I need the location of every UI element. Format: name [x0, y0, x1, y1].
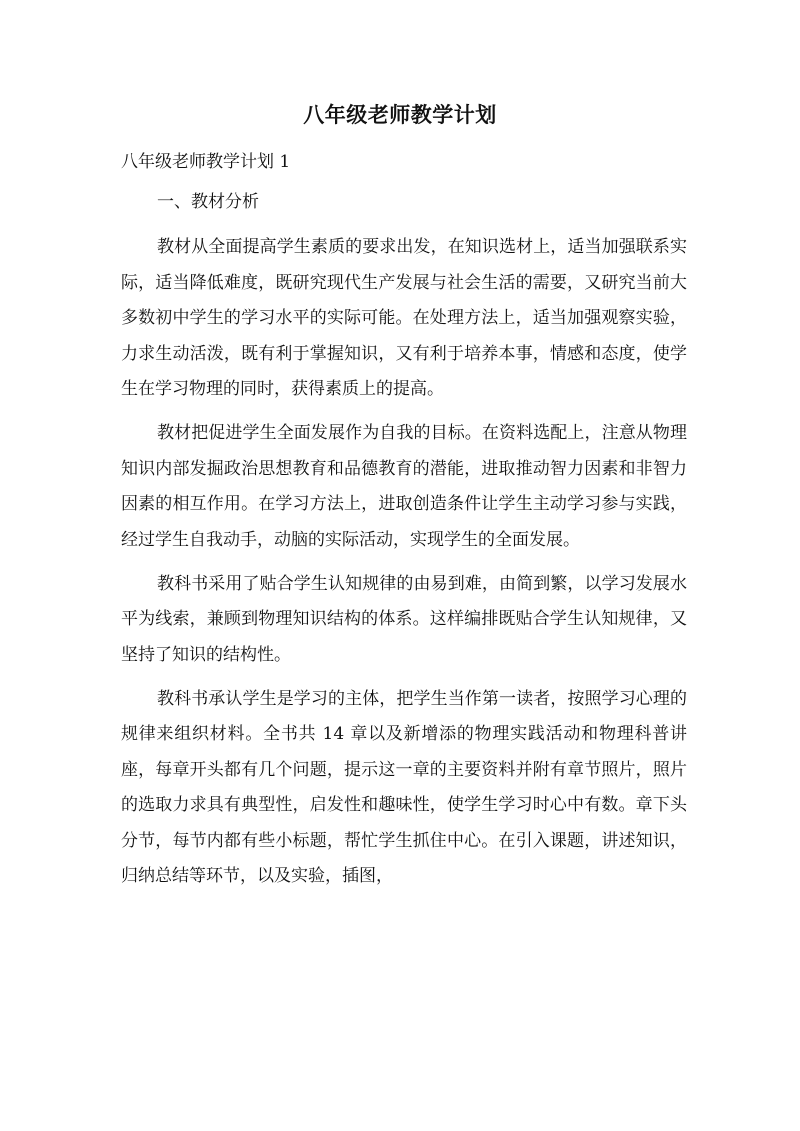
document-title: 八年级老师教学计划 [303, 102, 497, 127]
document-subtitle: 八年级老师教学计划 1 [121, 152, 291, 172]
section-heading: 一、教材分析 [157, 192, 259, 212]
paragraph: 教材把促进学生全面发展作为自我的目标。在资料选配上，注意从物理知识内部发掘政治思想教育和品德教育的潜能，进取推动智力因素和非智力因素的相互作用。在学习方法上，进取创造条件让学生主动学习参与实践，经过学生自我动手，动脑的实际活动，实现学生的全面发展。 [121, 423, 687, 550]
paragraph: 教材从全面提高学生素质的要求出发，在知识选材上，适当加强联系实际，适当降低难度，既研究现代生产发展与社会生活的需要，又研究当前大多数初中学生的学习水平的实际可能。在处理方法上，适当加强观察实验，力求生动活泼，既有利于掌握知识，又有利于培养本事，情感和态度，使学生在学习物理的同时，获得素质上的提高。 [121, 237, 687, 399]
paragraph: 教科书承认学生是学习的主体，把学生当作第一读者，按照学习心理的规律来组织材料。全书共 14 章以及新增添的物理实践活动和物理科普讲座，每章开头都有几个问题，提示这一章的主要资料并附有章节照片，照片的选取力求具有典型性，启发性和趣味性，使学生学习时心中有数。章下头分节，每节内都有些小标题，帮忙学生抓住中心。在引入课题，讲述知识，归纳总结等环节，以及实验，插图， [121, 688, 687, 886]
paragraph: 教科书采用了贴合学生认知规律的由易到难，由简到繁，以学习发展水平为线索，兼顾到物理知识结构的体系。这样编排既贴合学生认知规律，又坚持了知识的结构性。 [121, 573, 687, 665]
body-text [121, 230, 687, 903]
